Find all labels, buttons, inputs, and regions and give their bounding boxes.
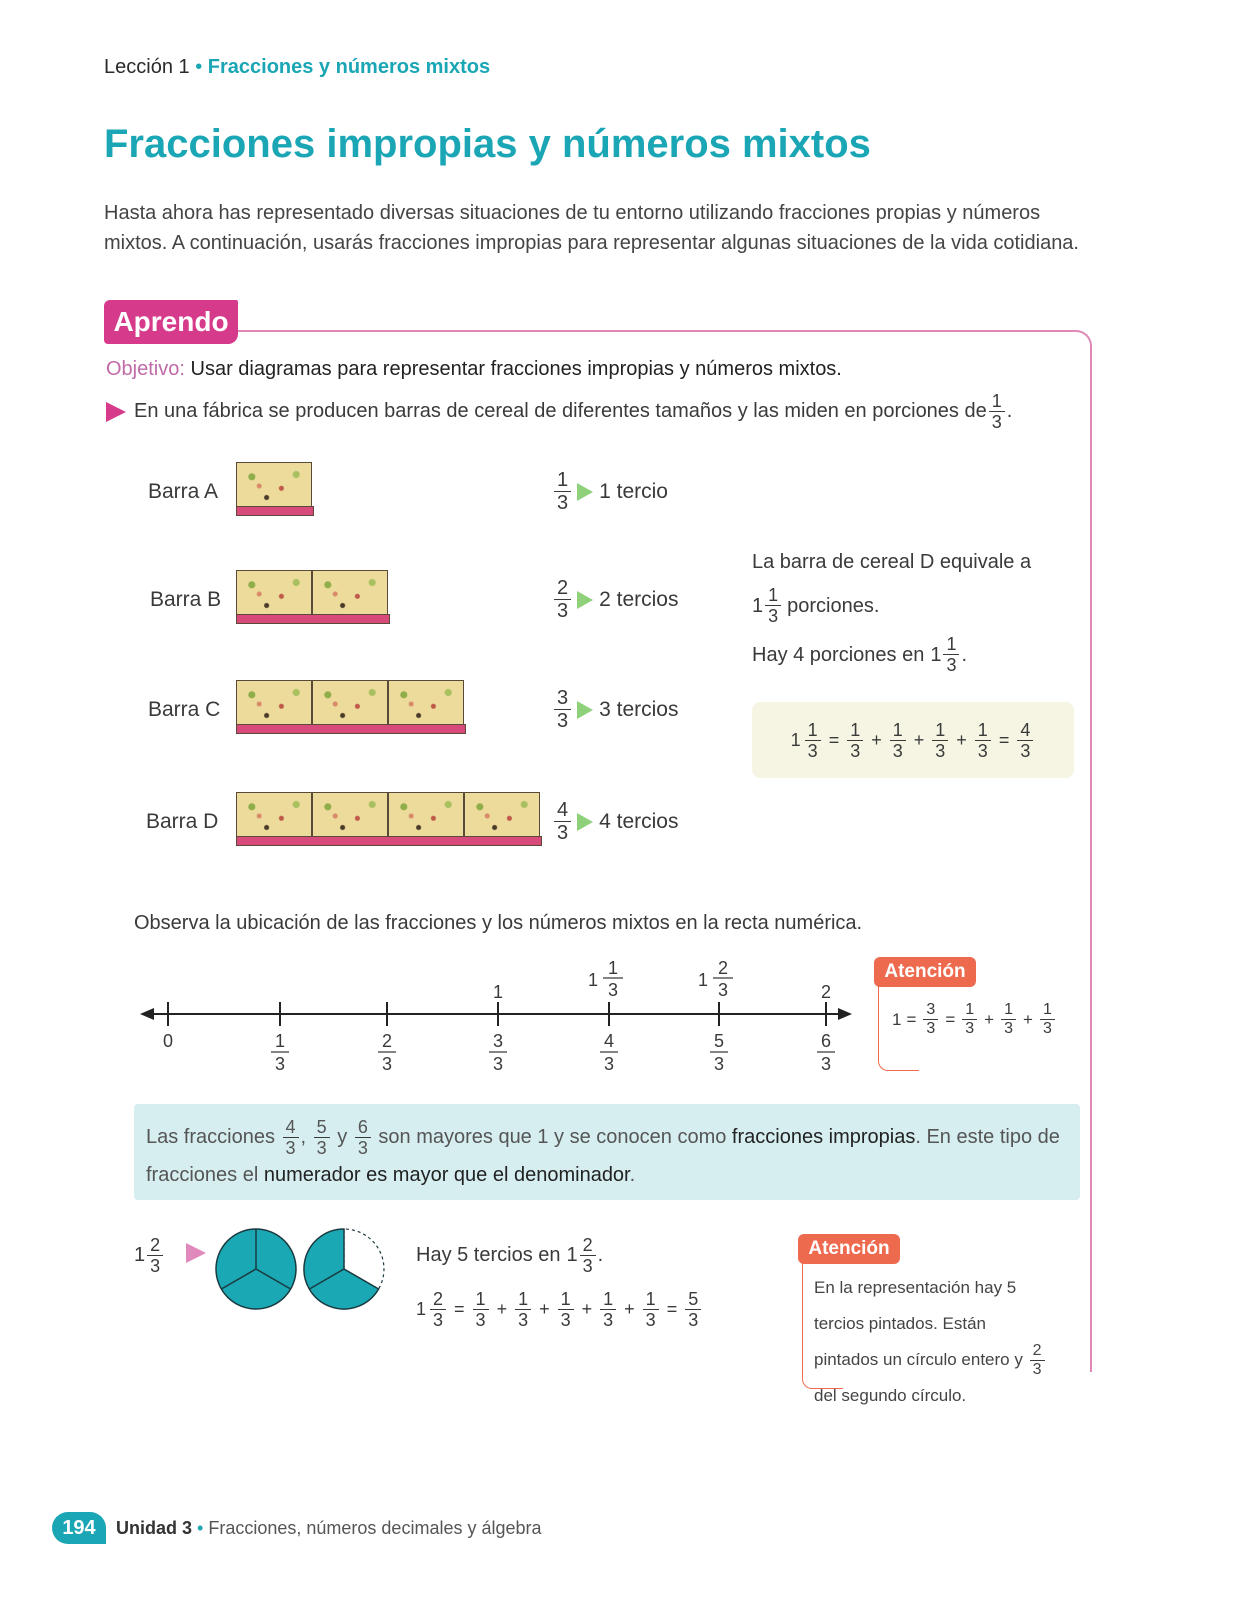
side-note-line2: 1 $\frac{1}{3}$ porciones. xyxy=(752,585,880,626)
tick-top-whole: 1 xyxy=(587,970,599,990)
bar-fraction: $\frac{2}{3}$ 2 tercios xyxy=(552,578,679,621)
objective-text: Usar diagramas para representar fracciones impropias y números mixtos. xyxy=(190,358,842,380)
side-note xyxy=(752,552,1031,674)
numberline-caption: Observa la ubicación de las fracciones y los números mixtos en la recta numérica. xyxy=(134,912,863,934)
tick-denominator: 3 xyxy=(603,1054,615,1074)
play-arrow-icon xyxy=(106,402,126,422)
number-line xyxy=(130,950,870,1080)
problem-text: En una fábrica se producen barras de cereal de diferentes tamaños y las miden en porciones de xyxy=(134,400,987,422)
bar-fraction: $\frac{3}{3}$ 3 tercios xyxy=(552,688,679,731)
bar-base xyxy=(236,506,314,516)
bar-base xyxy=(236,836,542,846)
tick-label-zero: 0 xyxy=(162,1031,174,1051)
cereal-bar xyxy=(236,680,464,734)
equation-box: 1 $\frac{1}{3}$ = $\frac{1}{3}$ + $\frac{1}{3}$ + $\frac{1}{3}$ + $\frac{1}{3}$ = $\frac{4}{3}$ xyxy=(752,702,1074,778)
tick-numerator: 6 xyxy=(820,1031,832,1051)
bar-portion xyxy=(236,462,312,510)
improper-fractions-text: Las fracciones $\frac{4}{3}$ , $\frac{5}{3}$ y $\frac{6}{3}$ son mayores que 1 y se conocen como fracciones impropias. En este tipo de fracciones el numerador es mayor que el denominador. xyxy=(146,1117,1060,1186)
tick-top-numerator: 2 xyxy=(717,958,729,978)
bar-portion xyxy=(236,680,312,728)
bar-portion xyxy=(312,792,388,840)
bar-label: Barra B xyxy=(150,588,222,611)
tick-top-denominator: 3 xyxy=(717,980,729,1000)
bar-base xyxy=(236,724,466,734)
tick-numerator: 5 xyxy=(713,1031,725,1051)
tick-denominator: 3 xyxy=(713,1054,725,1074)
bar-label: Barra A xyxy=(148,480,219,503)
tick-numerator: 3 xyxy=(492,1031,504,1051)
play-arrow-icon xyxy=(186,1243,206,1263)
tick-top-whole: 1 xyxy=(697,970,709,990)
atencion-1-equation: 1 = $\frac{3}{3}$ = $\frac{1}{3}$ + $\frac{1}{3}$ + $\frac{1}{3}$ xyxy=(892,1002,1057,1037)
mixed-number-label: 1 $\frac{2}{3}$ xyxy=(134,1236,165,1275)
cereal-bar xyxy=(236,570,388,624)
objective-label: Objetivo: xyxy=(106,358,185,380)
tick-numerator: 1 xyxy=(274,1031,286,1051)
tick-denominator: 3 xyxy=(492,1054,504,1074)
bar-label: Barra C xyxy=(148,698,221,721)
tick-numerator: 4 xyxy=(603,1031,615,1051)
lesson-number: Lección 1 xyxy=(104,56,190,78)
aprendo-badge: Aprendo xyxy=(104,300,238,344)
bar-fraction: $\frac{4}{3}$ 4 tercios xyxy=(552,800,679,843)
cereal-bar xyxy=(236,462,312,516)
side-note-line3: Hay 4 porciones en 1 $\frac{1}{3}$ . xyxy=(752,634,968,675)
arrow-left-icon xyxy=(140,1008,154,1020)
tick-numerator: 2 xyxy=(381,1031,393,1051)
tick-top-denominator: 3 xyxy=(607,980,619,1000)
atencion-1-badge: Atención xyxy=(874,957,976,987)
bar-base xyxy=(236,614,390,624)
lesson-topic: Fracciones y números mixtos xyxy=(207,56,491,78)
bar-portion xyxy=(312,680,388,728)
page-number: 194 xyxy=(52,1512,106,1544)
tick-denominator: 3 xyxy=(274,1054,286,1074)
side-note-line1: La barra de cereal D equivale a xyxy=(752,551,1032,573)
atencion-2-text: En la representación hay 5 tercios pintados. Están pintados un círculo entero y $\frac{2}{3}$ del segundo círculo. xyxy=(814,1270,1054,1414)
problem-statement: En una fábrica se producen barras de cereal de diferentes tamaños y las miden en porciones de $\frac{1}{3}$ . xyxy=(106,392,1012,431)
tick-denominator: 3 xyxy=(381,1054,393,1074)
page-title: Fracciones impropias y números mixtos xyxy=(104,122,871,166)
fraction-4-3: $\frac{4}{3}$ xyxy=(283,1118,299,1157)
mixed-equation: 1 $\frac{2}{3}$ = $\frac{1}{3}$ + $\frac{1}{3}$ + $\frac{1}{3}$ + $\frac{1}{3}$ + $\frac{1}{3}$ = $\frac{5}{3}$ xyxy=(416,1290,703,1329)
objective xyxy=(106,358,842,381)
intro-paragraph: Hasta ahora has representado diversas situaciones de tu entorno utilizando fracciones propias y números mixtos. A continuación, usarás fracciones impropias para representar algunas situaciones de la vida cotidiana. xyxy=(104,202,1079,254)
tick-denominator: 3 xyxy=(820,1054,832,1074)
tick-top-numerator: 1 xyxy=(607,958,619,978)
bar-portion xyxy=(388,680,464,728)
arrow-right-icon xyxy=(838,1008,852,1020)
bar-portion xyxy=(464,792,540,840)
atencion-2-badge: Atención xyxy=(798,1234,900,1264)
fraction-5-3: $\frac{5}{3}$ xyxy=(314,1118,330,1157)
bar-portion xyxy=(312,570,388,618)
tick-top-label: 1 xyxy=(492,982,504,1002)
lesson-header xyxy=(104,56,490,79)
cereal-bar xyxy=(236,792,540,846)
tick-top-label: 2 xyxy=(820,982,832,1002)
bar-portion xyxy=(236,792,312,840)
bar-label: Barra D xyxy=(146,810,219,833)
bar-fraction: $\frac{1}{3}$ 1 tercio xyxy=(552,470,668,513)
thirds-circles xyxy=(212,1224,392,1314)
mixed-text: Hay 5 tercios en 1 $\frac{2}{3}$ . xyxy=(416,1235,604,1276)
problem-fraction: $\frac{1}{3}$ xyxy=(989,392,1005,431)
bar-portion xyxy=(236,570,312,618)
footer-unit: Unidad 3 • Fracciones, números decimales y álgebra xyxy=(116,1518,542,1538)
bar-portion xyxy=(388,792,464,840)
bullet: • xyxy=(195,56,203,78)
fraction-2-3: $\frac{2}{3}$ xyxy=(1030,1343,1045,1378)
fraction-6-3: $\frac{6}{3}$ xyxy=(355,1118,371,1157)
